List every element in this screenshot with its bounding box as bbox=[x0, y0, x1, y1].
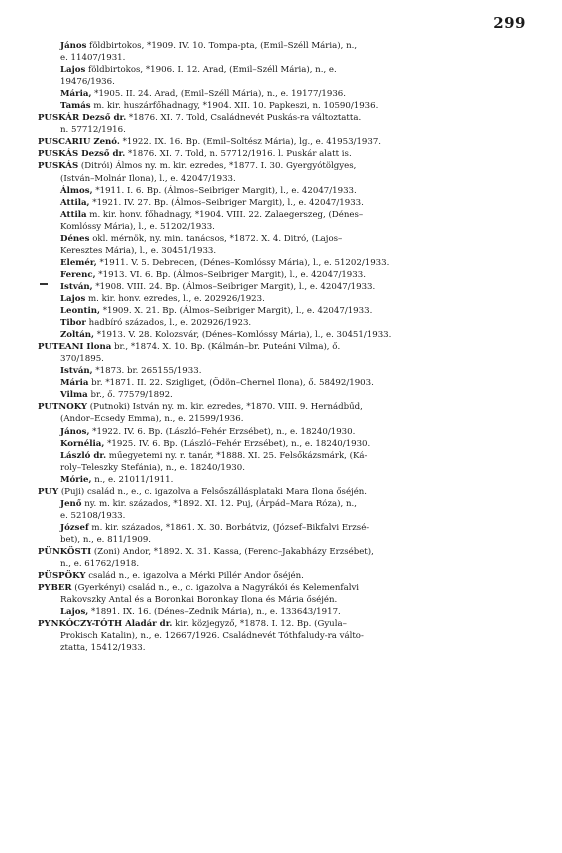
entry-details: br., ő. 77579/1892. bbox=[87, 390, 173, 401]
entry-details: *1911. V. 5. Debrecen, (Dénes–Komlóssy Mária), l., e. 51202/1933. bbox=[96, 257, 390, 268]
entry-details: n., e. 21011/1911. bbox=[91, 474, 174, 485]
register-entry-line bbox=[0, 40, 562, 52]
entry-details: br., *1874. X. 10. Bp. (Kálmán–br. Puteáni Vilma), ő. bbox=[111, 342, 341, 353]
entry-name: János, bbox=[60, 426, 90, 437]
entry-name: Elemér, bbox=[60, 257, 97, 268]
register-entry-line bbox=[0, 64, 562, 76]
register-entry-head-line bbox=[0, 401, 562, 413]
entry-name: Lajos bbox=[60, 65, 86, 76]
entry-name: Leontin, bbox=[60, 306, 100, 317]
entry-name: Jenő bbox=[60, 498, 82, 509]
register-entry-line bbox=[0, 209, 562, 221]
register-entry-line bbox=[0, 124, 562, 136]
entry-details: roly–Teleszky Stefánia), n., e. 18240/1930. bbox=[60, 462, 245, 473]
register-entry-line bbox=[0, 642, 562, 654]
register-entry-line bbox=[0, 233, 562, 245]
entry-name: Álmos, bbox=[60, 185, 93, 196]
entry-details: (Gyerkényi) család n., e., c. igazolva a Nagyrákói és Kelemenfalvi bbox=[71, 583, 360, 594]
entry-name: László dr. bbox=[60, 450, 107, 461]
register-entry-line bbox=[0, 88, 562, 100]
register-entry-line bbox=[0, 100, 562, 112]
entry-details: *1873. br. 265155/1933. bbox=[92, 366, 202, 377]
entry-name: Vilma bbox=[60, 390, 88, 401]
entry-name: József bbox=[60, 522, 89, 533]
register-entry-line bbox=[0, 365, 562, 377]
entry-details: *1876. XI. 7. Told, Családnevét Puskás-ra változtatta. bbox=[126, 113, 362, 124]
entry-details: 370/1895. bbox=[60, 354, 104, 365]
entry-details: (István–Molnár Ilona), l., e. 42047/1933. bbox=[60, 173, 236, 184]
entry-details: bet), n., e. 811/1909. bbox=[60, 534, 152, 545]
register-entry-line bbox=[0, 293, 562, 305]
register-entry-head-line bbox=[0, 618, 562, 630]
entry-details: Keresztes Mária), l., e. 30451/1933. bbox=[60, 245, 217, 256]
entry-details: Komlóssy Mária), l., e. 51202/1933. bbox=[60, 221, 215, 232]
register-entry-line bbox=[0, 269, 562, 281]
entry-name: István, bbox=[60, 281, 93, 292]
entry-name: Lajos bbox=[60, 293, 86, 304]
entry-details: *1925. IV. 6. Bp. (László–Fehér Erzsébet), n., e. 18240/1930. bbox=[104, 438, 371, 449]
register-entry-line bbox=[0, 377, 562, 389]
entry-name: Attila, bbox=[60, 197, 90, 208]
register-entry-head-line bbox=[0, 341, 562, 353]
entry-details: br. *1871. II. 22. Szigliget, (Ödön–Chernel Ilona), ő. 58492/1903. bbox=[88, 378, 374, 389]
register-entry-line bbox=[0, 221, 562, 233]
entry-details: hadbíró százados, l., e. 202926/1923. bbox=[85, 318, 252, 329]
register-entry-line bbox=[0, 173, 562, 185]
entry-name: Kornélia, bbox=[60, 438, 105, 449]
register-entry-head-line bbox=[0, 546, 562, 558]
register-entry-head-line bbox=[0, 160, 562, 172]
register-entry-line bbox=[0, 606, 562, 618]
entry-name: Tibor bbox=[60, 318, 86, 329]
entry-name: Mária bbox=[60, 378, 89, 389]
entry-name: PYBER bbox=[38, 583, 72, 594]
register-entry-line bbox=[0, 76, 562, 88]
register-entry-line bbox=[0, 426, 562, 438]
entry-details: *1922. IX. 16. Bp. (Emil–Soltész Mária), lg., e. 41953/1937. bbox=[119, 137, 382, 148]
register-entry-line bbox=[0, 317, 562, 329]
register-entry-head-line bbox=[0, 136, 562, 148]
register-entry-line bbox=[0, 462, 562, 474]
register-entries bbox=[0, 40, 562, 654]
entry-details: *1922. IV. 6. Bp. (László–Fehér Erzsébet), n., e. 18240/1930. bbox=[89, 426, 356, 437]
entry-details: *1911. I. 6. Bp. (Álmos–Seibriger Margit), l., e. 42047/1933. bbox=[92, 185, 357, 196]
entry-details: Prokisch Katalin), n., e. 12667/1926. Családnevét Tóthfaludy-ra válto- bbox=[60, 631, 364, 642]
entry-details: *1876. XI. 7. Told, n. 57712/1916. l. Puskár alatt is. bbox=[125, 149, 352, 160]
register-entry-line bbox=[0, 534, 562, 546]
entry-details: (Ditrói) Álmos ny. m. kir. ezredes, *1877. I. 30. Gyergyótölgyes, bbox=[78, 161, 357, 172]
entry-details: *1913. VI. 6. Bp. (Álmos–Seibriger Margit), l., e. 42047/1933. bbox=[95, 269, 366, 280]
entry-name: PUTEANI Ilona bbox=[38, 342, 112, 353]
entry-details: *1909. X. 21. Bp. (Álmos–Seibriger Margit), l., e. 42047/1933. bbox=[99, 306, 373, 317]
register-entry-line bbox=[0, 52, 562, 64]
register-entry-line bbox=[0, 522, 562, 534]
register-entry-line bbox=[0, 558, 562, 570]
entry-name: PUSKÁS Dezső dr. bbox=[38, 149, 126, 160]
register-entry-head-line bbox=[0, 148, 562, 160]
entry-details: földbirtokos, *1909. IV. 10. Tompa-pta, (Emil–Széll Mária), n., bbox=[86, 41, 358, 51]
register-entry-line bbox=[0, 630, 562, 642]
register-entry-line bbox=[0, 281, 562, 293]
entry-details: *1908. VIII. 24. Bp. (Álmos–Seibriger Margit), l., e. 42047/1933. bbox=[92, 281, 376, 292]
entry-name: István, bbox=[60, 366, 93, 377]
entry-name: Tamás bbox=[60, 101, 91, 112]
entry-details: n. 57712/1916. bbox=[60, 125, 126, 136]
register-entry-line bbox=[0, 498, 562, 510]
entry-name: PUTNOKY bbox=[38, 402, 88, 413]
entry-name: Dénes bbox=[60, 233, 90, 244]
entry-details: m. kir. honv. ezredes, l., e. 202926/1923. bbox=[85, 293, 265, 304]
entry-name: PÜSPÖKY bbox=[38, 571, 86, 582]
entry-details: ny. m. kir. százados, *1892. XI. 12. Puj, (Árpád–Mara Róza), n., bbox=[81, 498, 357, 509]
entry-details: okl. mérnök, ny. min. tanácsos, *1872. X. 4. Ditró, (Lajos– bbox=[89, 233, 343, 244]
register-entry-line bbox=[0, 413, 562, 425]
entry-details: kir. közjegyző, *1878. I. 12. Bp. (Gyula– bbox=[172, 619, 347, 630]
register-entry-line bbox=[0, 450, 562, 462]
entry-details: (Zoni) Andor, *1892. X. 31. Kassa, (Ferenc–Jakabházy Erzsébet), bbox=[91, 546, 374, 557]
entry-details: m. kir. honv. főhadnagy, *1904. VIII. 22. Zalaegerszeg, (Dénes– bbox=[86, 209, 364, 220]
register-entry-line bbox=[0, 245, 562, 257]
register-entry-line bbox=[0, 185, 562, 197]
entry-name: PUSKÁS bbox=[38, 161, 79, 172]
entry-name: Zoltán, bbox=[60, 330, 95, 341]
register-entry-line bbox=[0, 353, 562, 365]
register-entry-head-line bbox=[0, 486, 562, 498]
entry-name: PUSKÁR Dezső dr. bbox=[38, 113, 127, 124]
register-entry-head-line bbox=[0, 582, 562, 594]
entry-details: e. 11407/1931. bbox=[60, 53, 126, 64]
entry-details: ztatta, 15412/1933. bbox=[60, 643, 146, 654]
register-entry-line bbox=[0, 197, 562, 209]
entry-details: *1891. IX. 16. (Dénes–Zednik Mária), n., e. 133643/1917. bbox=[88, 607, 341, 618]
entry-name: Ferenc, bbox=[60, 269, 96, 280]
register-entry-line bbox=[0, 474, 562, 486]
entry-details: (Puji) család n., e., c. igazolva a Felsőszállásplataki Mara Ilona őséjén. bbox=[58, 486, 368, 497]
entry-name: Attila bbox=[60, 209, 87, 220]
entry-details: 19476/1936. bbox=[60, 77, 115, 88]
page-number: 299 bbox=[493, 14, 526, 32]
entry-name: Mórie, bbox=[60, 474, 92, 485]
entry-details: földbirtokos, *1906. I. 12. Arad, (Emil–Széll Mária), n., e. bbox=[85, 65, 337, 76]
entry-name: PUSCARIU Zenó. bbox=[38, 137, 120, 148]
entry-name: PÜNKÖSTI bbox=[38, 546, 92, 557]
entry-details: Rakovszky Antal és a Boronkai Boronkay Ilona és Mária őséjén. bbox=[60, 595, 338, 606]
register-entry-line bbox=[0, 438, 562, 450]
entry-details: műegyetemi ny. r. tanár, *1888. XI. 25. Felsőkázsmárk, (Ká- bbox=[106, 450, 368, 461]
entry-details: *1905. II. 24. Arad, (Emil–Széll Mária), n., e. 19177/1936. bbox=[91, 89, 346, 100]
entry-name: Lajos, bbox=[60, 607, 89, 618]
entry-details: család n., e. igazolva a Mérki Pillér Andor őséjén. bbox=[85, 571, 304, 582]
entry-details: *1913. V. 28. Kolozsvár, (Dénes–Komlóssy Mária), l., e. 30451/1933. bbox=[94, 330, 392, 341]
register-entry-head-line bbox=[0, 570, 562, 582]
entry-name: János bbox=[60, 41, 87, 51]
entry-details: e. 52108/1933. bbox=[60, 510, 126, 521]
register-entry-line bbox=[0, 305, 562, 317]
entry-name: PYNKÓCZY-TÓTH Aladár dr. bbox=[38, 619, 173, 630]
entry-details: n., e. 61762/1918. bbox=[60, 559, 140, 570]
register-entry-line bbox=[0, 389, 562, 401]
entry-details: *1921. IV. 27. Bp. (Álmos–Seibriger Margit), l., e. 42047/1933. bbox=[89, 197, 364, 208]
register-entry-head-line bbox=[0, 112, 562, 124]
entry-details: m. kir. százados, *1861. X. 30. Borbátviz, (József–Bikfalvi Erzsé- bbox=[88, 522, 370, 533]
entry-details: (Putnoki) István ny. m. kir. ezredes, *1870. VIII. 9. Hernádbűd, bbox=[87, 402, 363, 413]
register-entry-line bbox=[0, 257, 562, 269]
entry-name: Mária, bbox=[60, 89, 92, 100]
entry-details: m. kir. huszárfőhadnagy, *1904. XII. 10. Papkeszi, n. 10590/1936. bbox=[90, 101, 379, 112]
register-entry-line bbox=[0, 329, 562, 341]
entry-name: PUY bbox=[38, 486, 59, 497]
register-entry-line bbox=[0, 510, 562, 522]
entry-details: (Andor–Ecsedy Emma), n., e. 21599/1936. bbox=[60, 414, 244, 425]
register-entry-line bbox=[0, 594, 562, 606]
